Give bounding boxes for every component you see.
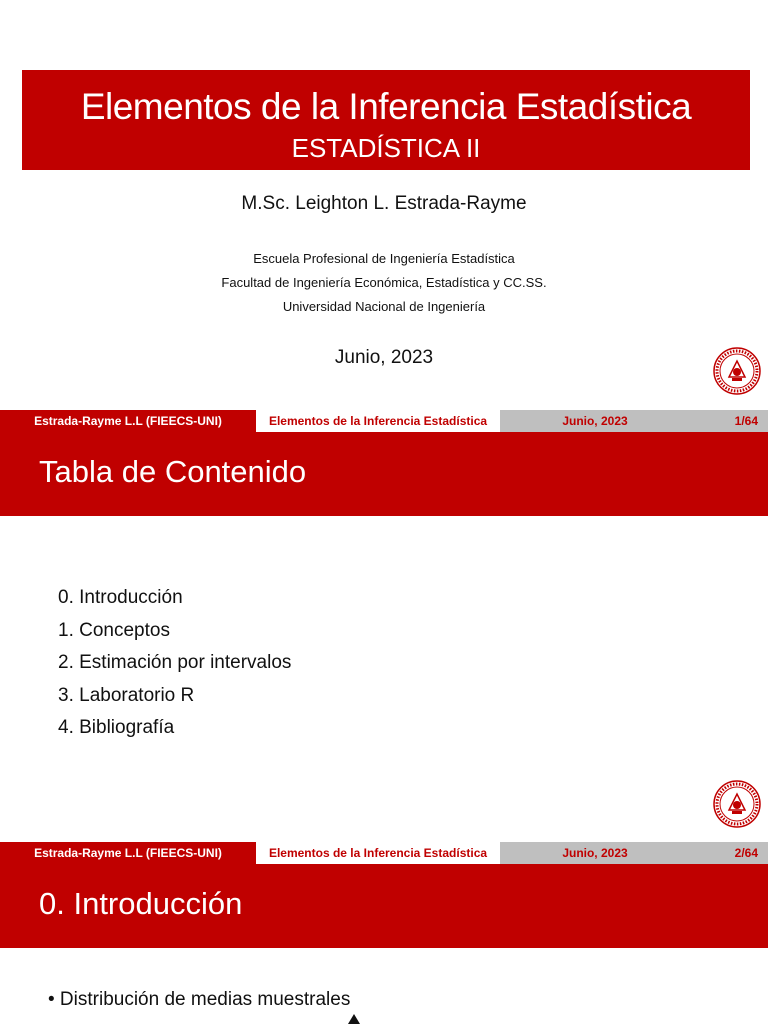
introduction-header-band [0, 864, 768, 948]
toc-item: 0. Introducción [58, 587, 183, 608]
university-seal-icon [713, 347, 761, 395]
toc-item: 1. Conceptos [58, 619, 170, 641]
presentation-subtitle: ESTADÍSTICA II [291, 133, 481, 163]
footer-date: Junio, 2023 [500, 410, 690, 432]
toc-item: 4. Bibliografía [58, 717, 175, 738]
contents-slide [0, 432, 768, 864]
table-of-contents [58, 582, 291, 745]
introduction-heading: 0. Introducción [39, 886, 243, 921]
title-banner [22, 70, 750, 170]
contents-header-band [0, 432, 768, 516]
contents-heading: Tabla de Contenido [39, 454, 307, 489]
footer-page-number: 1/64 [690, 410, 768, 432]
toc-item: 2. Estimación por intervalos [58, 652, 292, 673]
footer-title: Elementos de la Inferencia Estadística [256, 410, 500, 432]
footer-author: Estrada-Rayme L.L (FIEECS-UNI) [0, 842, 256, 864]
introduction-slide [0, 864, 768, 1024]
university-seal-icon [713, 780, 761, 828]
footer-date: Junio, 2023 [500, 842, 690, 864]
presentation-title: Elementos de la Inferencia Estadística [80, 86, 692, 127]
footer-author: Estrada-Rayme L.L (FIEECS-UNI) [0, 410, 256, 432]
slide-footer [0, 410, 768, 432]
slide-footer [0, 842, 768, 864]
toc-item: 3. Laboratorio R [58, 684, 195, 706]
presentation-date: Junio, 2023 [334, 347, 434, 368]
arrow-up-icon [348, 1014, 360, 1024]
footer-page-number: 2/64 [690, 842, 768, 864]
author-name: M.Sc. Leighton L. Estrada-Rayme [241, 193, 527, 214]
bullet-item: • Distribución de medias muestrales [48, 989, 351, 1010]
footer-title: Elementos de la Inferencia Estadística [256, 842, 500, 864]
institution-university: Universidad Nacional de Ingeniería [282, 299, 486, 314]
institution-faculty: Facultad de Ingeniería Económica, Estadística y CC.SS. [221, 275, 547, 290]
institution-school: Escuela Profesional de Ingeniería Estadística [253, 251, 515, 266]
title-slide [0, 0, 768, 432]
